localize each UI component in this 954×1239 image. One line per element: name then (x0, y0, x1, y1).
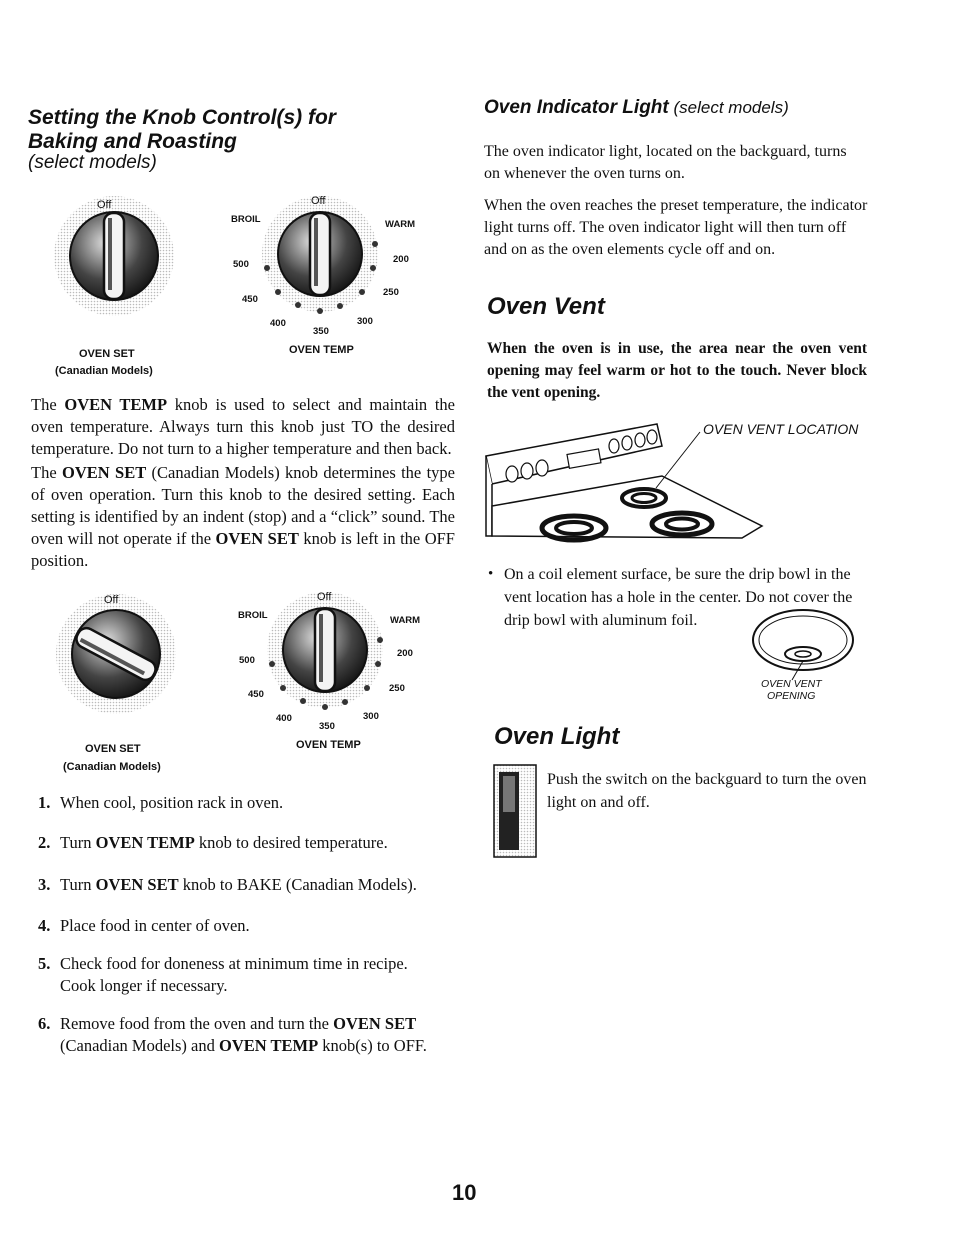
fig2-300-label: 300 (363, 711, 379, 722)
fig2-500-label: 500 (239, 655, 255, 666)
step-1-num: 1. (38, 793, 51, 812)
step-3-text-c: knob to BAKE (Canadian Models). (178, 875, 417, 894)
fig1-200-label: 200 (393, 254, 409, 265)
step-5-num: 5. (38, 954, 51, 973)
para2-text-a: The (31, 463, 62, 482)
para2-text-c: (Canadian Models) knob determines the type of oven operation. Turn this knob to the desired setting. Each setting is identified by an indent (stop) and a “click” sound. The oven will not operate if the (31, 463, 455, 548)
step-5 (38, 953, 408, 997)
fig2-450-label: 450 (248, 689, 264, 700)
fig1-300-label: 300 (357, 316, 373, 327)
fig1-oven-temp-caption: OVEN TEMP (289, 344, 354, 356)
indicator-heading-title: Oven Indicator Light (484, 97, 669, 118)
fig1-temp-off-label: Off (311, 195, 326, 207)
fig1-canadian-caption: (Canadian Models) (55, 365, 153, 377)
fig2-250-label: 250 (389, 683, 405, 694)
para2-text-e: knob is left in the OFF position. (31, 529, 455, 570)
step-4-text: Place food in center of oven. (60, 916, 250, 935)
indicator-paragraph-2: When the oven reaches the preset temperature, the indicator light turns off. The oven indicator light will then turn off and on as the oven elements cycle off and on. (484, 197, 868, 258)
para2-bold-oven-set: OVEN SET (62, 463, 147, 482)
fig1-oven-set-caption: OVEN SET (79, 348, 135, 360)
fig2-warm-label: WARM (390, 615, 421, 626)
fig1-warm-label: WARM (385, 219, 416, 230)
fig2-350-label: 350 (319, 721, 335, 732)
fig2-200-label: 200 (397, 648, 413, 659)
oven-light-heading: Oven Light (494, 723, 620, 750)
step-6-text-e: knob(s) to OFF. (318, 1036, 427, 1055)
heading-subtitle: (select models) (28, 152, 157, 173)
step-1 (38, 792, 283, 814)
indicator-heading-sub: (select models) (673, 98, 789, 117)
oven-set-knob-2 (56, 594, 176, 714)
step-2-text-a: Turn (60, 833, 96, 852)
fig1-250-label: 250 (383, 287, 399, 298)
oven-temp-knob-2 (267, 592, 383, 710)
vent-bullet-text: On a coil element surface, be sure the drip bowl in the vent location has a hole in the center. Do not cover the drip bowl with aluminum foil. (504, 566, 853, 629)
oven-vent-heading: Oven Vent (487, 293, 605, 320)
step-3-text-a: Turn (60, 875, 96, 894)
step-6-text-c: (Canadian Models) and (60, 1036, 219, 1055)
step-1-text: When cool, position rack in oven. (60, 793, 284, 812)
oven-vent-warning: When the oven is in use, the area near the oven vent opening may feel warm or hot to the touch. Never block the vent opening. (487, 340, 867, 401)
fig1-350-label: 350 (313, 326, 329, 337)
step-2 (38, 832, 388, 854)
para2-bold-oven-set-2: OVEN SET (215, 529, 299, 548)
step-2-bold: OVEN TEMP (95, 833, 195, 852)
step-6-bold-oven-set: OVEN SET (333, 1014, 417, 1033)
para1-text-a: The (31, 395, 65, 414)
oven-temp-paragraph (31, 394, 455, 460)
indicator-heading (484, 97, 789, 119)
fig2-oven-temp-caption: OVEN TEMP (296, 739, 361, 751)
step-2-text-c: knob to desired temperature. (194, 833, 388, 852)
vent-bullet-dot: • (488, 566, 494, 582)
oven-set-paragraph (31, 462, 455, 572)
fig2-canadian-caption: (Canadian Models) (63, 761, 161, 773)
oven-temp-knob-1 (262, 196, 378, 314)
page-number: 10 (452, 1180, 477, 1205)
fig1-500-label: 500 (233, 259, 249, 270)
step-4 (38, 915, 250, 937)
step-6 (38, 1013, 427, 1057)
section-heading-knob-control (28, 106, 336, 154)
para1-text-c: knob is used to select and maintain the oven temperature. Always turn this knob just TO the desired temperature. Do not turn to a higher temperature and then back. (31, 395, 456, 458)
fig1-400-label: 400 (270, 318, 286, 329)
fig2-broil-label: BROIL (238, 610, 268, 621)
fig2-oven-set-caption: OVEN SET (85, 743, 141, 755)
step-4-num: 4. (38, 916, 51, 935)
step-3-bold: OVEN SET (95, 875, 179, 894)
fig2-temp-off-label: Off (317, 591, 332, 603)
fig2-400-label: 400 (276, 713, 292, 724)
oven-set-knob-1 (54, 196, 174, 316)
oven-vent-opening-label-1: OVEN VENT (761, 678, 822, 690)
oven-vent-opening-label-2: OPENING (767, 690, 816, 702)
drip-bowl-illustration (748, 604, 858, 684)
step-5-text-b: Cook longer if necessary. (60, 976, 228, 995)
oven-vent-location-label: OVEN VENT LOCATION (703, 421, 859, 437)
step-3 (38, 874, 417, 896)
para1-bold-oven-temp: OVEN TEMP (64, 395, 168, 414)
step-6-bold-oven-temp: OVEN TEMP (219, 1036, 319, 1055)
fig1-450-label: 450 (242, 294, 258, 305)
step-3-num: 3. (38, 875, 51, 894)
heading-line-1: Setting the Knob Control(s) for (28, 106, 336, 129)
fig2-set-off-label: Off (104, 594, 119, 606)
step-6-text-a: Remove food from the oven and turn the (60, 1014, 334, 1033)
heading-line-2: Baking and Roasting (28, 130, 237, 153)
light-switch-icon (493, 764, 537, 858)
step-6-num: 6. (38, 1014, 51, 1033)
indicator-paragraph-1: The oven indicator light, located on the backguard, turns on whenever the oven turns on. (484, 143, 847, 182)
step-2-num: 2. (38, 833, 51, 852)
fig1-set-off-label: Off (97, 199, 112, 211)
fig1-broil-label: BROIL (231, 214, 261, 225)
step-5-text-a: Check food for doneness at minimum time in recipe. (60, 954, 408, 973)
oven-light-text: Push the switch on the backguard to turn the oven light on and off. (547, 771, 867, 811)
